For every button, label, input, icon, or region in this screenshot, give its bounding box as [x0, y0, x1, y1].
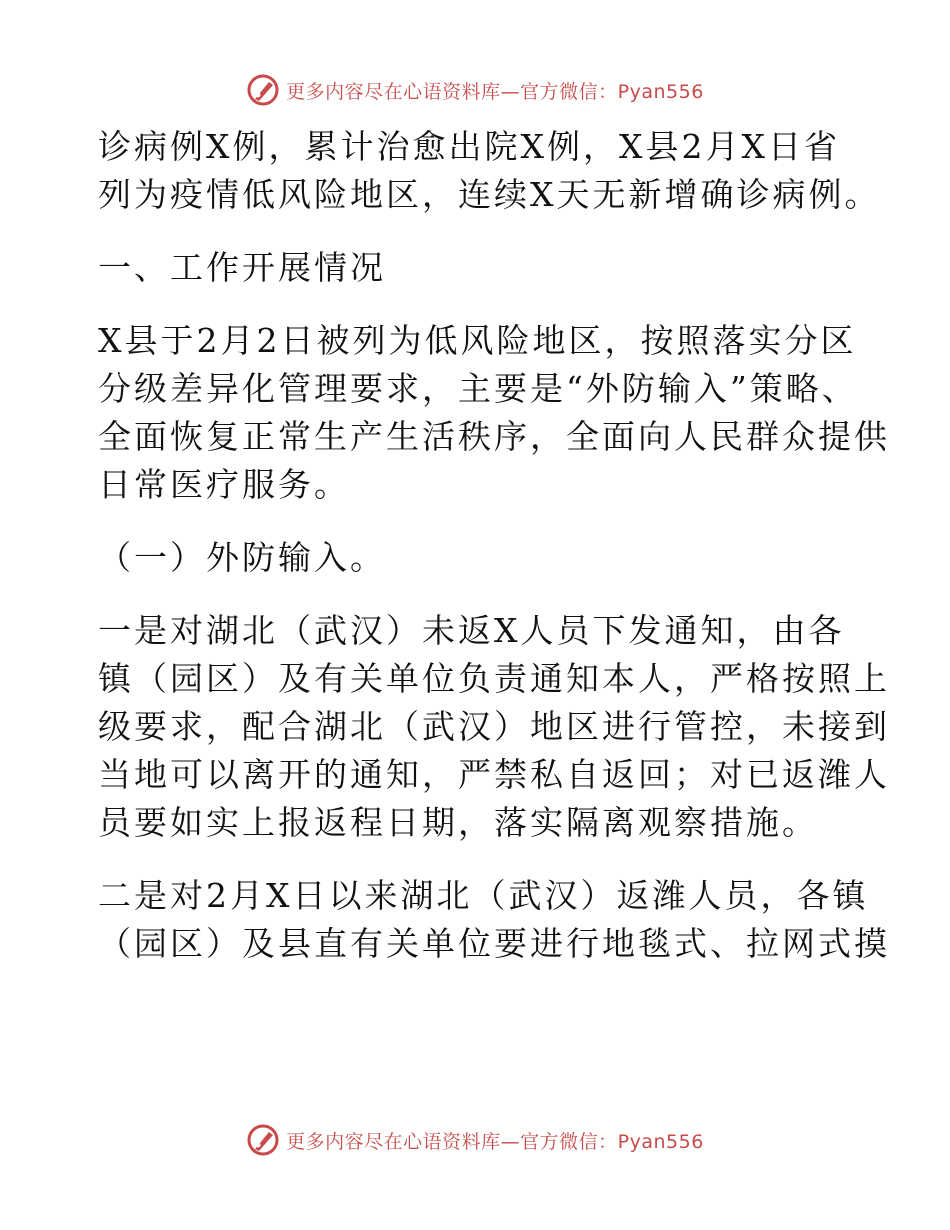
text-line: 一是对湖北（武汉）未返X人员下发通知，由各 [98, 611, 845, 650]
watermark-header [0, 70, 950, 110]
text-line: 分级差异化管理要求，主要是“外防输入”策略、 [98, 369, 858, 408]
text-line: 全面恢复正常生产生活秩序，全面向人民群众提供 [98, 417, 890, 456]
paragraph-item-one [98, 607, 890, 847]
text-line: 镇（园区）及有关单位负责通知本人，严格按照上 [98, 659, 890, 698]
text-line: （一）外防输入。 [98, 538, 386, 577]
text-line: 二是对2月X日以来湖北（武汉）返潍人员，各镇 [98, 876, 869, 915]
document-body [98, 123, 890, 968]
section-heading [98, 244, 858, 292]
pen-logo-icon [246, 73, 280, 107]
text-line: X县于2月2日被列为低风险地区，按照落实分区 [98, 321, 857, 360]
text-line: 诊病例X例，累计治愈出院X例，X县2月X日省 [98, 127, 840, 166]
paragraph-low-risk [98, 317, 890, 509]
paragraph-case-summary [98, 123, 881, 219]
watermark-text: 更多内容尽在心语资料库—官方微信：Pyan556 [286, 80, 704, 103]
text-line: 列为疫情低风险地区，连续X天无新增确诊病例。 [98, 175, 881, 214]
paragraph-item-two [98, 872, 890, 968]
text-line: 一、工作开展情况 [98, 248, 386, 287]
text-line: 当地可以离开的通知，严禁私自返回；对已返潍人 [98, 755, 890, 794]
pen-logo-icon [246, 1123, 280, 1157]
text-line: 日常医疗服务。 [98, 465, 350, 504]
watermark-footer [0, 1120, 950, 1160]
text-line: 级要求，配合湖北（武汉）地区进行管控，未接到 [98, 707, 890, 746]
text-line: （园区）及县直有关单位要进行地毯式、拉网式摸 [98, 924, 890, 963]
watermark-text: 更多内容尽在心语资料库—官方微信：Pyan556 [286, 1130, 704, 1153]
text-line: 员要如实上报返程日期，落实隔离观察措施。 [98, 803, 818, 842]
subsection-heading [98, 534, 858, 582]
